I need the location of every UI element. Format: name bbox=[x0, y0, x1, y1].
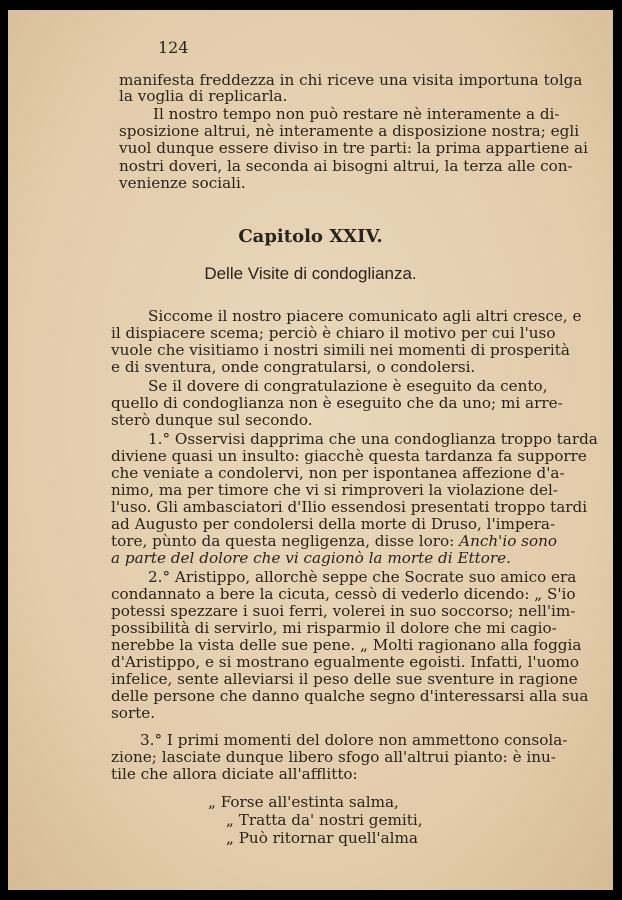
text-line: manifesta freddezza in chi riceve una visita importuna tolga bbox=[119, 71, 583, 89]
text-line: sposizione altrui, nè interamente a disposizione nostra; egli bbox=[119, 122, 580, 140]
text-line bbox=[111, 533, 557, 549]
book-page bbox=[8, 10, 613, 890]
text-line: nerebbe la vista delle sue pene. „ Molti ragionano alla foggia bbox=[111, 636, 582, 654]
text-line: possibilità di servirlo, mi risparmio il dolore che mi cagio- bbox=[111, 619, 557, 637]
text-line: potessi spezzare i suoi ferri, volerei in suo soccorso; nell'im- bbox=[111, 602, 576, 620]
text-line: Se il dovere di congratulazione è eseguito da cento, bbox=[148, 377, 548, 395]
text-line: 3.° I primi momenti del dolore non ammettono consola- bbox=[140, 731, 568, 749]
text-line: l'uso. Gli ambasciatori d'Ilio essendosi presentati troppo tardi bbox=[111, 498, 588, 516]
text-line: nimo, ma per timore che vi si rimproveri la violazione del- bbox=[111, 481, 559, 499]
text-line: infelice, sente alleviarsi il peso delle sue sventure in ragione bbox=[111, 670, 578, 688]
poem-line: „ Tratta da' nostri gemiti, bbox=[226, 811, 423, 829]
text-line: nostri doveri, la seconda ai bisogni altrui, la terza alle con- bbox=[119, 157, 573, 175]
page-number: 124 bbox=[158, 38, 189, 57]
section-title: Delle Visite di condoglianza. bbox=[204, 264, 417, 283]
poem-line: „ Può ritornar quell'alma bbox=[226, 829, 418, 847]
quote-fragment: Anch'io sono bbox=[459, 532, 558, 550]
text-line: condannato a bere la cicuta, cessò di vederlo dicendo: „ S'io bbox=[111, 585, 576, 603]
text-line: e di sventura, onde congratularsi, o condolersi. bbox=[111, 358, 476, 376]
text-line: che veniate a condolervi, non per ispontanea affezione d'a- bbox=[111, 464, 565, 482]
text-line: 2.° Aristippo, allorchè seppe che Socrate suo amico era bbox=[148, 568, 577, 586]
text-line: Il nostro tempo non può restare nè interamente a di- bbox=[153, 105, 560, 123]
text-line: ad Augusto per condolersi della morte di Druso, l'impera- bbox=[111, 515, 556, 533]
text-line-part: tore, pùnto da questa negligenza, disse loro: bbox=[111, 532, 455, 550]
text-line: la voglia di replicarla. bbox=[119, 87, 288, 105]
text-line: vuol dunque essere diviso in tre parti: la prima appartiene ai bbox=[119, 139, 588, 157]
text-line: sterò dunque sul secondo. bbox=[111, 411, 313, 429]
text-line: delle persone che danno qualche segno d'interessarsi alla sua bbox=[111, 687, 589, 705]
text-line: il dispiacere scema; perciò è chiaro il motivo per cui l'uso bbox=[111, 324, 556, 342]
text-line: d'Aristippo, e si mostrano egualmente egoisti. Infatti, l'uomo bbox=[111, 653, 580, 671]
text-line: a parte del dolore che vi cagionò la morte di Ettore. bbox=[111, 549, 511, 567]
text-line: tile che allora diciate all'afflitto: bbox=[111, 765, 358, 783]
text-line: diviene quasi un insulto: giacchè questa tardanza fa supporre bbox=[111, 447, 587, 465]
text-line: vuole che visitiamo i nostri simili nei momenti di prosperità bbox=[111, 341, 570, 359]
text-line: Siccome il nostro piacere comunicato agli altri cresce, e bbox=[148, 307, 582, 325]
text-line: 1.° Osservisi dapprima che una condoglianza troppo tarda bbox=[148, 430, 598, 448]
text-line: sorte. bbox=[111, 704, 156, 722]
chapter-title: Capitolo XXIV. bbox=[238, 226, 383, 247]
text-line: zione; lasciate dunque libero sfogo all'altrui pianto: è inu- bbox=[111, 748, 556, 766]
poem-line: „ Forse all'estinta salma, bbox=[208, 793, 399, 811]
text-line: venienze sociali. bbox=[119, 174, 246, 192]
text-line: quello di condoglianza non è eseguito che da uno; mi arre- bbox=[111, 394, 563, 412]
